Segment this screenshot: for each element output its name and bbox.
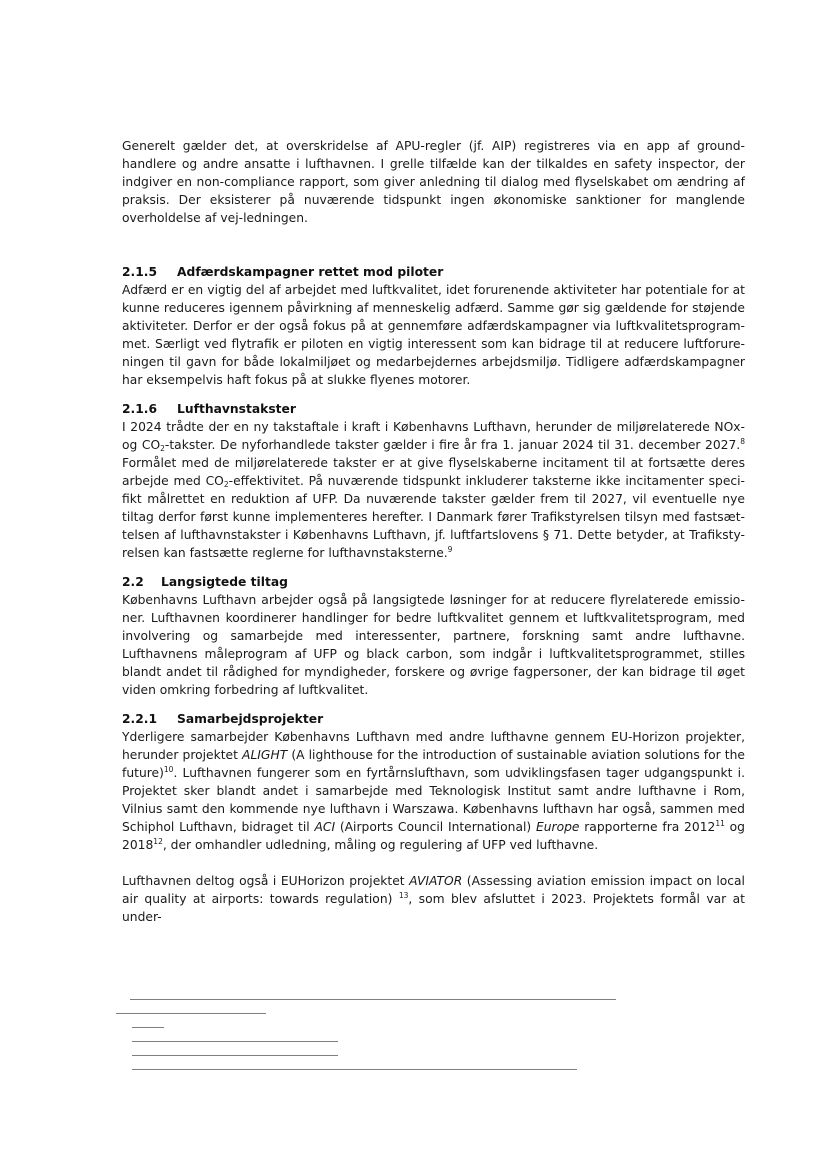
footnote-ref[interactable]: 11: [715, 819, 725, 828]
footnote-link[interactable]: [132, 1055, 338, 1056]
section-title: Langsigtede tiltag: [161, 575, 288, 589]
section-2-1-5-paragraph: Adfærd er en vigtig del af arbejdet med luftkvalitet, idet forurenende aktiviteter har potentiale for at kunne reduceres igennem påvirkning af menneskelig adfærd. Samme gør sig gældende for støjende aktiviteter. Derfor er der også fokus på at gennemføre adfærdskampagner via luftkvalitetsprogram-met. Særligt ved flytrafik er piloten en vigtig interessent som kan bidrage til at reducere luftforure-ningen til gavn for både lokalmiljøet og medarbejdernes arbejdsmiljø. Tidligere adfærdskampagner har eksempelvis haft fokus på at slukke flyenes motorer.: [122, 283, 745, 387]
footnote-ref[interactable]: 12: [153, 837, 163, 846]
footnote-ref[interactable]: 10: [163, 765, 174, 774]
section-number: 2.1.6: [122, 402, 158, 416]
footnote-ref[interactable]: 8: [740, 437, 745, 446]
section-2-1-6-paragraph: I 2024 trådte der en ny takstaftale i kraft i Københavns Lufthavn, herunder de miljørelaterede NOx- og $CO_2$-takster. De nyforhandlede takster gælder i fire år fra 1. januar 2024 til 31. december 2027.$^8$ Formålet med de miljørelaterede takster er at give flyselskaberne incitament til at fortsætte deres arbejde med $CO_2$-effektivitet. På nuværende tidspunkt inkluderer taksterne ikke incitamenter speci-fikt målrettet en reduktion af UFP. Da nuværende takster gælder frem til 2027, vil eventuelle nye tiltag derfor først kunne implementeres herefter. I Danmark fører Trafikstyrelsen tilsyn med fastsæt-telsen af lufthavnstakster i Københavns Lufthavn, jf. luftfartslovens § 71. Dette betyder, at Trafiksty-relsen kan fastsætte reglerne for lufthavnstaksterne.$^9$: [122, 420, 745, 560]
section-2-2-1-heading: [122, 710, 745, 728]
section-number: 2.2.1: [122, 712, 158, 726]
section-2-1-6-heading: [122, 400, 745, 418]
footnote-ref[interactable]: 9: [447, 545, 453, 554]
footnote-ref[interactable]: 13: [398, 891, 409, 900]
footnote-link[interactable]: [132, 1069, 577, 1070]
document-body: [122, 137, 745, 926]
section-title: Lufthavnstakster: [177, 402, 296, 416]
footnote-link[interactable]: [116, 1013, 266, 1014]
section-number: 2.2: [122, 575, 144, 589]
section-title: Samarbejdsprojekter: [177, 712, 324, 726]
section-2-1-5-heading: [122, 263, 745, 281]
section-2-2-heading: [122, 573, 745, 591]
intro-paragraph: Generelt gælder det, at overskridelse af APU-regler (jf. AIP) registreres via en app af ground-handlere og andre ansatte i lufthavnen. I grelle tilfælde kan der tilkaldes en safety inspector, der indgiver en non-compliance rapport, som giver anledning til dialog med flyselskabet om ændring af praksis. Der eksisterer på nuværende tidspunkt ingen økonomiske sanktioner for manglende overholdelse af vej-ledningen.: [122, 139, 745, 225]
section-title: Adfærdskampagner rettet mod piloter: [177, 265, 444, 279]
section-2-2-paragraph: Københavns Lufthavn arbejder også på langsigtede løsninger for at reducere flyrelaterede emissio-ner. Lufthavnen koordinerer handlinger for bedre luftkvalitet gennem et luftkvalitetsprogram, med involvering og samarbejde med interessenter, partnere, forskning samt andre lufthavne. Lufthavnens måleprogram af UFP og black carbon, som indgår i luftkvalitetsprogrammet, stilles blandt andet til rådighed for myndigheder, forskere og øvrige fagpersoner, der kan bidrage til øget viden omkring forbedring af luftkvalitet.: [122, 593, 745, 697]
section-number: 2.1.5: [122, 265, 158, 279]
footnote-link[interactable]: [132, 1041, 338, 1042]
footnote-link[interactable]: [132, 1027, 164, 1028]
section-2-2-1-paragraph: Yderligere samarbejder Københavns Lufthavn med andre lufthavne gennem EU-Horizon projekter, herunder projektet ALIGHT (A lighthouse for the introduction of sustainable aviation solutions for the future)$^{10}$. Lufthavnen fungerer som en fyrtårnslufthavn, som udviklingsfasen tager udgangspunkt i. Projektet sker blandt andet i samarbejde med Teknologisk Institut samt andre lufthavne i Rom, Vilnius samt den kommende nye lufthavn i Warszawa. Københavns lufthavn har også, sammen med Schiphol Lufthavn, bidraget til ACI (Airports Council International) Europe rapporterne fra 2012$^{11}$ og 2018$^{12}$, der omhandler udledning, måling og regulering af UFP ved lufthavne.: [122, 730, 745, 852]
footnote-link[interactable]: [130, 999, 616, 1000]
aviator-paragraph: Lufthavnen deltog også i EUHorizon projektet AVIATOR (Assessing aviation emission impact on local air quality at airports: towards regulation) $^{13}$, som blev afsluttet i 2023. Projektets formål var at under-: [122, 874, 745, 924]
